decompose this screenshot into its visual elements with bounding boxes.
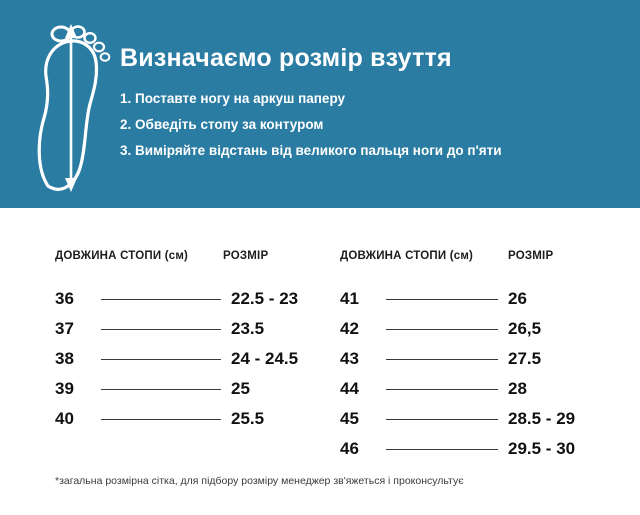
table-row — [55, 374, 315, 404]
size-value: 36 — [55, 289, 74, 308]
row-connector — [101, 299, 221, 300]
row-connector — [386, 329, 498, 330]
header-foot-length: ДОВЖИНА СТОПИ (см) — [55, 250, 189, 262]
row-connector — [386, 419, 498, 420]
length-value: 23.5 — [231, 319, 265, 338]
size-value: 45 — [340, 409, 359, 428]
row-connector — [101, 359, 221, 360]
length-value: 26,5 — [508, 319, 542, 338]
table-row — [340, 404, 600, 434]
table-row — [340, 434, 600, 464]
size-value: 37 — [55, 319, 74, 338]
size-value: 43 — [340, 349, 359, 368]
row-connector — [101, 389, 221, 390]
size-table-area — [0, 208, 640, 515]
header-foot-length: ДОВЖИНА СТОПИ (см) — [340, 250, 474, 262]
page-title: Визначаємо розмір взуття — [120, 44, 452, 72]
length-value: 27.5 — [508, 349, 542, 368]
row-connector — [386, 449, 498, 450]
instruction-step-1: 1. Поставте ногу на аркуш паперу — [120, 91, 346, 106]
length-value: 29.5 - 30 — [508, 439, 576, 458]
header-size: РОЗМІР — [508, 250, 554, 262]
row-connector — [101, 329, 221, 330]
foot-outline-icon — [28, 18, 118, 198]
size-value: 41 — [340, 289, 359, 308]
footnote-text: *загальна розмірна сітка, для підбору розміру менеджер зв'яжеться і проконсультує — [55, 475, 464, 487]
table-row — [340, 374, 600, 404]
instruction-step-3: 3. Виміряйте відстань від великого пальця ноги до п'яти — [120, 143, 502, 158]
header-banner — [0, 0, 640, 208]
header-size: РОЗМІР — [223, 250, 269, 262]
size-value: 39 — [55, 379, 74, 398]
length-value: 25 — [231, 379, 250, 398]
size-value: 40 — [55, 409, 74, 428]
header-text-block — [120, 44, 622, 169]
table-row — [55, 284, 315, 314]
row-connector — [101, 419, 221, 420]
table-row — [55, 404, 315, 434]
table-row — [340, 314, 600, 344]
instruction-step-2: 2. Обведіть стопу за контуром — [120, 117, 324, 132]
size-value: 38 — [55, 349, 74, 368]
table-row — [55, 314, 315, 344]
size-value: 42 — [340, 319, 359, 338]
column-header-left — [55, 250, 315, 262]
row-connector — [386, 359, 498, 360]
length-value: 28 — [508, 379, 527, 398]
table-row — [340, 284, 600, 314]
length-value: 28.5 - 29 — [508, 409, 576, 428]
row-connector — [386, 299, 498, 300]
table-row — [55, 344, 315, 374]
length-value: 22.5 - 23 — [231, 289, 299, 308]
size-table-column-left — [55, 250, 315, 434]
table-row — [340, 344, 600, 374]
row-connector — [386, 389, 498, 390]
length-value: 24 - 24.5 — [231, 349, 299, 368]
length-value: 25.5 — [231, 409, 265, 428]
size-value: 46 — [340, 439, 359, 458]
column-header-right — [340, 250, 600, 262]
length-value: 26 — [508, 289, 527, 308]
size-table-column-right — [340, 250, 600, 464]
size-value: 44 — [340, 379, 359, 398]
